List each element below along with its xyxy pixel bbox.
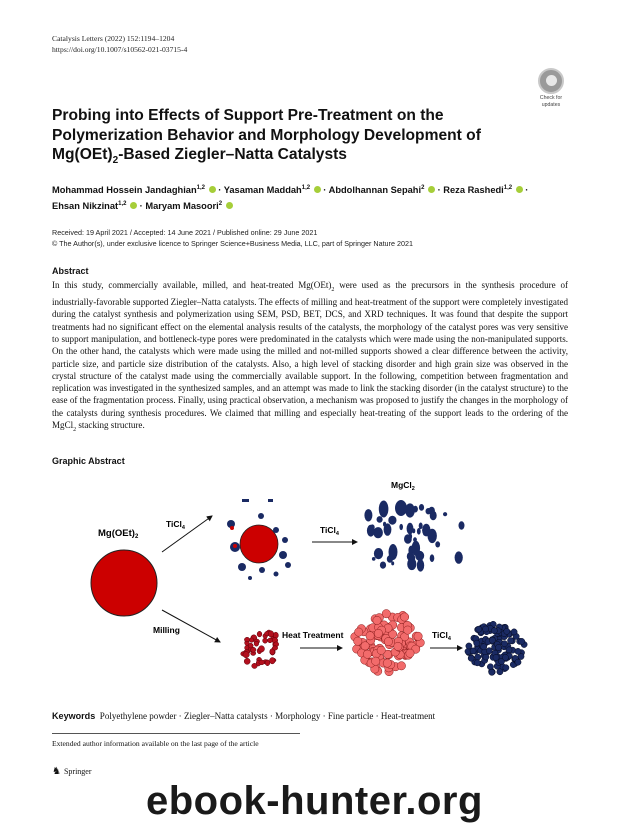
particle [400, 613, 408, 621]
particle [265, 660, 270, 666]
particle-fragment [268, 499, 273, 502]
particle [430, 554, 435, 562]
particle [259, 646, 265, 652]
particle [373, 527, 383, 538]
orcid-icon[interactable] [130, 202, 137, 209]
graphic-abstract-figure [52, 470, 568, 700]
particle [374, 629, 382, 637]
heat-treated-particle [351, 610, 425, 676]
title-subscript: 2 [112, 155, 119, 167]
particle [383, 659, 391, 667]
particle [377, 516, 383, 523]
particle [244, 658, 250, 664]
particle [493, 654, 499, 660]
particle [394, 642, 402, 650]
keywords-text: Polyethylene powder · Ziegler–Natta catalysts · Morphology · Fine particle · Heat-treatment [99, 711, 436, 721]
abstract-subscript: 2 [73, 426, 77, 433]
particle [412, 541, 421, 556]
particle [486, 648, 492, 654]
particle [474, 640, 480, 646]
label-milling: Milling [153, 625, 180, 635]
particle-fragment [242, 499, 249, 502]
publisher-name: Springer [63, 767, 92, 776]
journal-citation: Catalysis Letters (2022) 152:1194–1204 [52, 34, 175, 43]
particle [406, 649, 414, 657]
keywords [52, 710, 568, 722]
particle [391, 561, 394, 565]
particle [380, 562, 386, 569]
particle [506, 647, 512, 653]
check-updates-icon [538, 68, 564, 94]
check-updates-line2: updates [541, 102, 561, 108]
footnote: Extended author information available on the last page of the article [52, 739, 259, 748]
particle [395, 500, 407, 516]
label-ticl4-middle: TiCl$_4$ [320, 525, 339, 537]
particle [361, 642, 369, 650]
particle [423, 529, 427, 535]
particle [466, 643, 472, 649]
keywords-label: Keywords [52, 711, 96, 721]
label-ticl4-upper: TiCl$_4$ [166, 519, 185, 531]
particle [515, 659, 521, 665]
author-name: Ehsan Nikzinat [52, 201, 119, 212]
particle [475, 654, 481, 660]
author[interactable] [145, 201, 232, 211]
particle [263, 638, 268, 643]
author[interactable] [52, 185, 216, 195]
author-list: Mohammad Hossein Jandaghian$^{1,2}$ · Yasaman Maddah$^{1,2}$ · Abdolhannan Sepahi$^2$ · Reza Rashedi$^{1,2}$ · Ehsan Nikzinat$^{1,2}$ · Maryam Masoori$^2$ [52, 185, 529, 212]
particle [515, 648, 521, 654]
author-name: Mohammad Hossein Jandaghian [52, 185, 197, 196]
abstract-part2: were used as the precursors in the synthesis procedure of industrially-favorable supported Ziegler–Natta catalysts. The effects of milling and heat-treatment of the support were completely investigated during the catalyst synthesis and polymerization using SEM, PSD, BET, DCS, and XRD techniques. It was found that despite the support treatments had no significant effect on the elemental analysis results of the catalysts, the morphology of the catalyst pores was very sensitive to support manipulation, and bottleneck-type pores were predominated in the catalysts which were made using the non-manipulated supports. On the other hand, the catalysts which were made using the milled and not-milled supports showed a clear difference between the activity, particle size, and particle size distribution of the catalysts. Also, a high level of stacking disorder and high grain size was observed in the crystal structure of the catalyst made using the commercially available support. In the following, competition between fragmentation and replication was investigated in the synthesized samples, and an attempt was made to link the stacking disorder (in the catalyst structure) to the ease of the fragmentation process. Finally, using practical observation, a mechanism was proposed to justify the changes in the morphology of the catalysts during synthesis procedures. We claimed that milling and especially heat-treating of the support leads to the ordering of the MgCl [52, 280, 568, 431]
particle [474, 660, 480, 666]
mg-oet2-particle [91, 550, 157, 616]
publisher-logo [52, 766, 92, 777]
particle [504, 628, 510, 634]
publication-dates [52, 227, 413, 249]
particle [501, 641, 507, 647]
particle [383, 522, 386, 527]
author-name: Abdolhannan Sepahi [328, 185, 422, 196]
mgcl2-particles [364, 500, 464, 572]
label-heat-treatment: Heat Treatment [282, 630, 344, 640]
author-name: Maryam Masoori [145, 201, 219, 212]
particle [272, 646, 277, 650]
particle [373, 616, 381, 624]
particle-fragment [273, 527, 279, 533]
particle [511, 629, 517, 635]
particle [259, 660, 265, 665]
particle [495, 644, 501, 650]
particle [364, 509, 372, 521]
particle [354, 637, 362, 645]
particle-fragment [233, 544, 237, 548]
particle [428, 529, 437, 543]
particle [407, 558, 416, 570]
particle [489, 669, 495, 675]
particle [417, 559, 424, 571]
particle [497, 669, 503, 675]
particle [476, 626, 482, 632]
label-mgcl2: MgCl$_2$ [391, 480, 415, 492]
copyright-line: © The Author(s), under exclusive licence to Springer Science+Business Media, LLC, part of Springer Nature 2021 [52, 239, 413, 248]
particle [481, 644, 487, 650]
particle-fragment [230, 526, 234, 530]
particle-fragment [285, 562, 291, 568]
particle [404, 626, 412, 634]
particle [366, 632, 374, 640]
footnote-rule [52, 733, 300, 734]
particle [374, 548, 383, 559]
author-affiliation: 1,2 [301, 185, 311, 191]
author-affiliation: 1,2 [503, 185, 513, 191]
author[interactable] [329, 185, 435, 195]
label-ticl4-lower: TiCl$_4$ [432, 630, 451, 642]
particle [243, 652, 249, 658]
abstract-text [52, 279, 568, 436]
particle [502, 654, 508, 660]
particle [503, 665, 509, 671]
abstract-part3: stacking structure. [76, 420, 145, 431]
orcid-icon[interactable] [516, 186, 523, 193]
graphic-abstract-heading: Graphic Abstract [52, 456, 125, 466]
journal-header [52, 33, 187, 55]
author-affiliation: 2 [218, 201, 223, 208]
particle-fragment [248, 576, 252, 580]
particle [483, 626, 489, 632]
author-affiliation: 1,2 [118, 201, 127, 208]
orcid-icon[interactable] [209, 186, 216, 193]
particle [489, 637, 495, 643]
particle-fragment [238, 563, 246, 571]
particle [459, 521, 465, 529]
particle [404, 534, 412, 543]
particle [244, 637, 249, 642]
particle [435, 541, 440, 547]
label-mg-oet2: $Mg(OEt)_2$ [98, 528, 139, 540]
particle [355, 628, 363, 636]
paper-title [52, 106, 542, 171]
title-part2: -Based Ziegler–Natta Catalysts [118, 146, 347, 163]
particle [419, 523, 423, 530]
particle [251, 647, 256, 652]
doi-link[interactable]: https://doi.org/10.1007/s10562-021-03715-4 [52, 45, 188, 54]
particle [414, 632, 422, 640]
particle [389, 544, 398, 560]
check-for-updates-badge[interactable] [536, 68, 566, 108]
particle [377, 646, 385, 654]
check-updates-line1: Check for [539, 95, 563, 101]
particle [372, 557, 376, 561]
particle [257, 631, 262, 637]
particle [470, 648, 476, 654]
particle [363, 650, 371, 658]
author-name: Reza Rashedi [443, 185, 504, 196]
milled-particles [241, 630, 279, 669]
abstract-heading: Abstract [52, 266, 89, 276]
orcid-icon[interactable] [428, 186, 435, 193]
core-particle [240, 525, 278, 563]
orcid-icon[interactable] [314, 186, 321, 193]
particle [254, 641, 259, 646]
abstract-subscript: 2 [331, 286, 335, 293]
particle [519, 638, 525, 644]
particle-fragment [282, 537, 288, 543]
particle [268, 638, 273, 643]
particle [384, 637, 392, 645]
abstract-part1: In this study, commercially available, milled, and heat-treated Mg(OEt) [52, 280, 332, 290]
particle [407, 523, 414, 535]
particle [388, 516, 396, 525]
watermark: ebook-hunter.org [146, 779, 483, 823]
particle [468, 655, 474, 661]
particle [268, 631, 274, 637]
particle [419, 504, 424, 511]
author-affiliation: 2 [421, 185, 425, 191]
particle [397, 662, 405, 670]
particle-fragment [259, 567, 265, 573]
final-catalyst-particle [465, 621, 527, 675]
particle-fragment [274, 572, 279, 577]
author-affiliation: 1,2 [196, 185, 205, 191]
particle [270, 658, 276, 664]
particle [399, 524, 403, 530]
author[interactable] [443, 185, 522, 195]
particle [508, 638, 514, 644]
springer-horse-icon: ♞ [52, 766, 61, 777]
particle-fragment [279, 551, 287, 559]
particle [381, 506, 385, 510]
particle [372, 657, 380, 665]
particle-fragment [258, 513, 264, 519]
fragmenting-particle [227, 499, 291, 580]
author-name: Yasaman Maddah [223, 185, 302, 196]
orcid-icon[interactable] [226, 202, 233, 209]
dates-line: Received: 19 April 2021 / Accepted: 14 June 2021 / Published online: 29 June 2021 [52, 228, 318, 237]
particle [491, 628, 497, 634]
particle [417, 528, 421, 535]
particle [426, 508, 432, 514]
title-part1: Probing into Effects of Support Pre-Treatment on the Polymerization Behavior and Morphology Development of Mg(OEt) [52, 107, 481, 163]
author[interactable] [52, 201, 137, 211]
particle [370, 524, 375, 530]
particle [443, 512, 447, 516]
author[interactable] [224, 185, 321, 195]
particle [455, 551, 463, 563]
